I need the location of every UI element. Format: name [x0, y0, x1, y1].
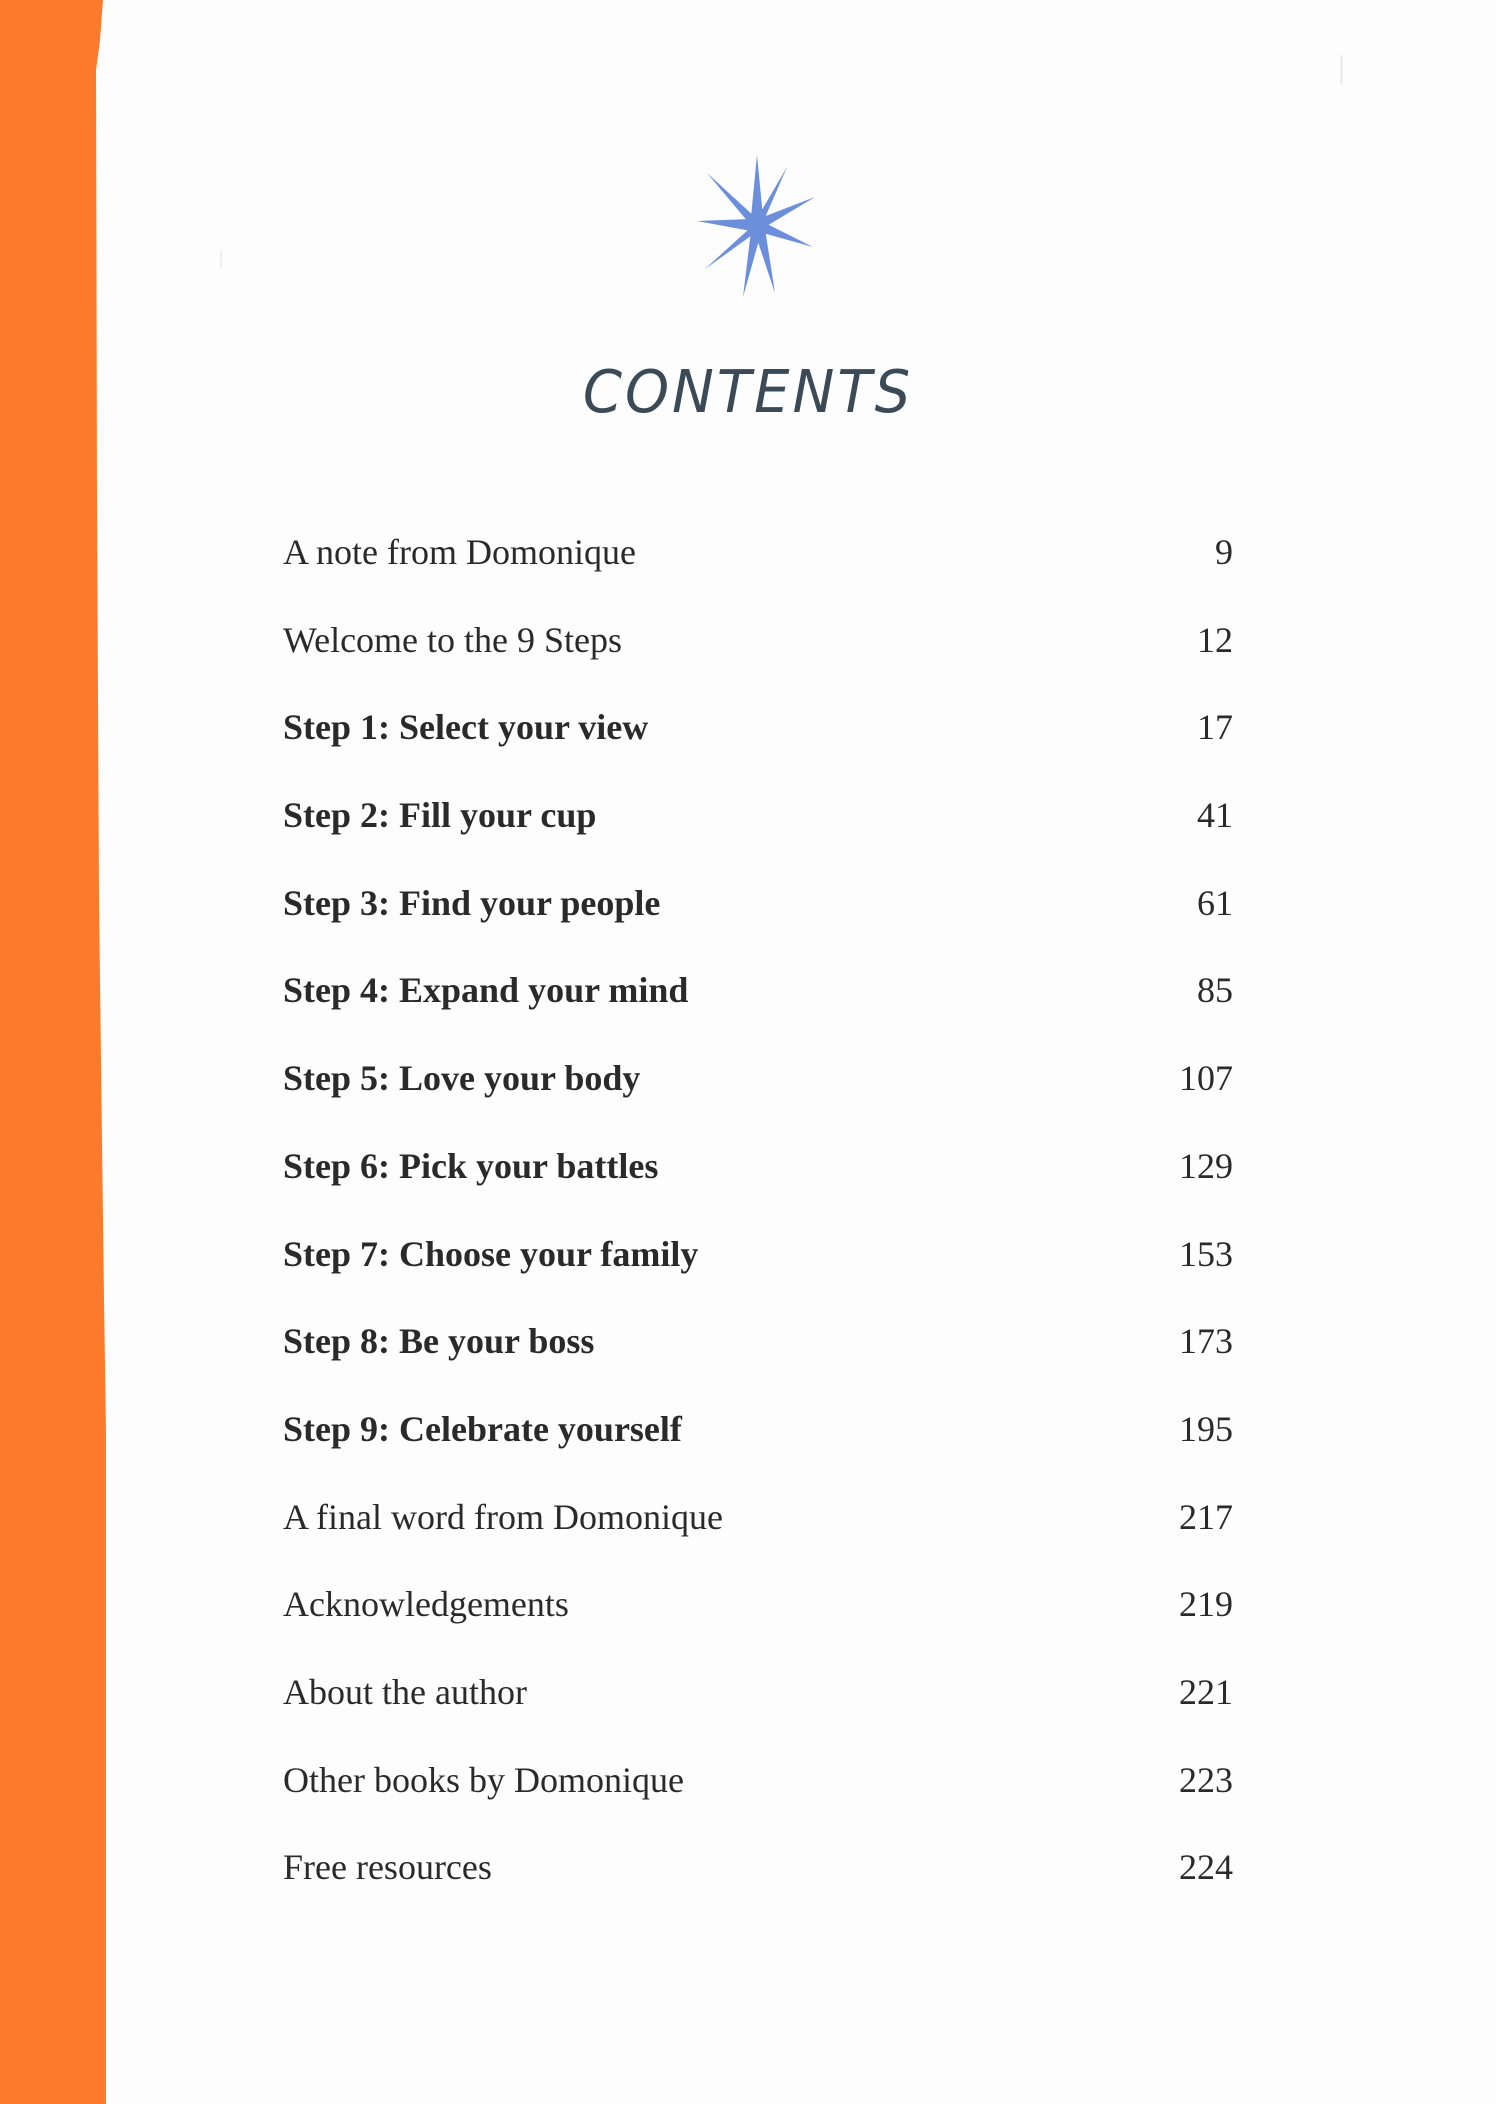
toc-entry-page-number: 12	[1197, 619, 1233, 660]
toc-entry	[283, 785, 1233, 873]
toc-entry-page-number: 153	[1179, 1233, 1233, 1274]
toc-entry	[283, 873, 1233, 961]
toc-entry-title: Step 5: Love your body	[283, 1058, 641, 1099]
toc-entry-title: Welcome to the 9 Steps	[283, 619, 623, 660]
toc-entry	[283, 1224, 1233, 1312]
toc-entry-title: Step 7: Choose your family	[283, 1233, 699, 1274]
toc-entry-title: Step 8: Be your boss	[283, 1321, 595, 1362]
toc-entry	[283, 1136, 1233, 1224]
toc-entry-page-number: 219	[1179, 1584, 1233, 1625]
toc-entry-title: Free resources	[283, 1847, 492, 1888]
toc-entry	[283, 1399, 1233, 1487]
toc-entry-page-number: 224	[1179, 1847, 1233, 1888]
star-icon	[695, 150, 820, 300]
toc-entry	[283, 1750, 1233, 1838]
toc-entry-title: About the author	[283, 1671, 527, 1712]
toc-entry-title: A note from Domonique	[283, 532, 636, 572]
table-of-contents	[283, 522, 1233, 1925]
toc-entry	[283, 1574, 1233, 1662]
toc-entry-page-number: 107	[1179, 1058, 1233, 1099]
toc-entry-page-number: 85	[1197, 970, 1233, 1011]
toc-entry-page-number: 61	[1197, 882, 1233, 923]
paper-mark	[1340, 55, 1343, 85]
toc-entry-title: Step 2: Fill your cup	[283, 795, 597, 836]
toc-entry-page-number: 41	[1197, 795, 1233, 836]
toc-entry-title: Step 1: Select your view	[283, 707, 649, 748]
toc-entry-title: Other books by Domonique	[283, 1759, 684, 1800]
toc-entry	[283, 1311, 1233, 1399]
toc-entry-title: A final word from Domonique	[283, 1496, 723, 1537]
toc-entry	[283, 1662, 1233, 1750]
toc-entry-title: Step 3: Find your people	[283, 882, 661, 923]
toc-entry	[283, 1048, 1233, 1136]
page-title: CONTENTS	[582, 358, 914, 427]
toc-entry-page-number: 195	[1179, 1408, 1233, 1449]
toc-entry-title: Step 6: Pick your battles	[283, 1145, 659, 1186]
toc-entry-page-number: 221	[1179, 1671, 1233, 1712]
toc-entry	[283, 610, 1233, 698]
paper-mark	[220, 250, 222, 268]
toc-entry	[283, 1837, 1233, 1925]
toc-entry-page-number: 173	[1179, 1321, 1233, 1362]
toc-entry-page-number: 17	[1197, 707, 1233, 748]
toc-entry-title: Step 4: Expand your mind	[283, 970, 689, 1011]
toc-entry-title: Step 9: Celebrate yourself	[283, 1408, 682, 1449]
toc-entry-page-number: 217	[1179, 1496, 1233, 1537]
toc-entry-page-number: 129	[1179, 1145, 1233, 1186]
toc-entry-title: Acknowledgements	[283, 1584, 569, 1625]
toc-entry-page-number: 223	[1179, 1759, 1233, 1800]
toc-entry	[283, 960, 1233, 1048]
toc-entry-page-number: 9	[1215, 532, 1233, 572]
orange-accent-strip	[0, 0, 106, 2104]
toc-entry	[283, 522, 1233, 610]
toc-entry	[283, 697, 1233, 785]
toc-entry	[283, 1487, 1233, 1575]
